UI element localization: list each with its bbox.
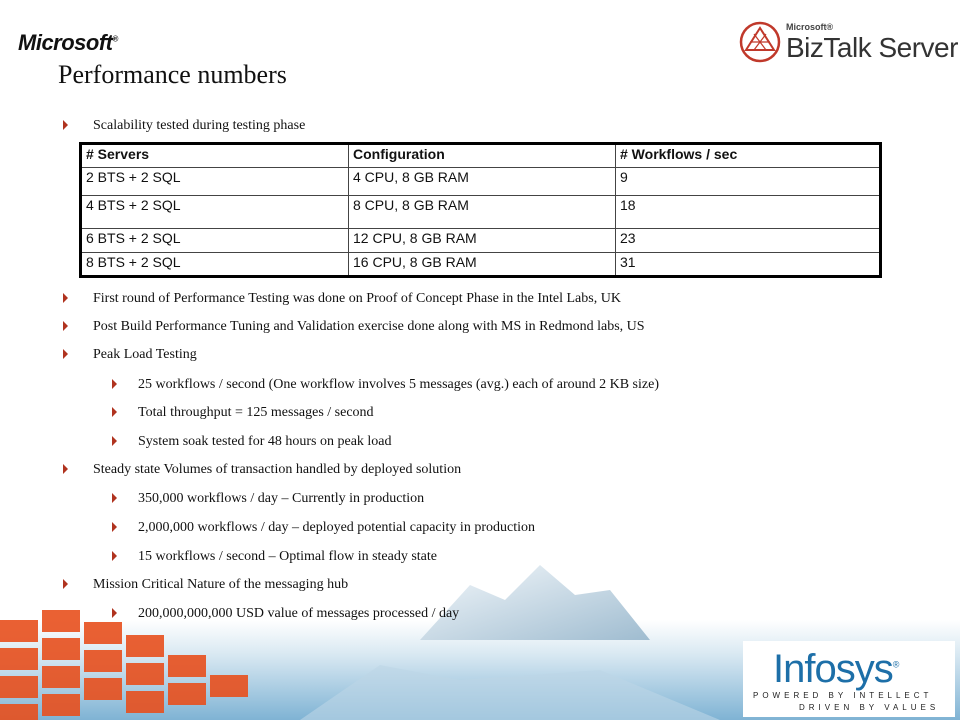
cell-servers: 4 BTS + 2 SQL [81,195,349,229]
biztalk-name: BizTalk Server [786,32,958,63]
bullet-arrow-icon [112,379,117,389]
cell-workflows: 9 [616,168,881,195]
biztalk-logo [738,18,958,70]
microsoft-logo: Microsoft® [18,30,118,55]
bullet-arrow-icon [63,321,68,331]
bullet-arrow-icon [63,349,68,359]
biztalk-microsoft-label: Microsoft® [786,22,834,32]
bullet-arrow-icon [63,464,68,474]
bullet-arrow-icon [112,436,117,446]
bullet-text: 15 workflows / second – Optimal flow in steady state [138,549,438,564]
page-title: Performance numbers [58,60,287,89]
bullet-arrow-icon [112,551,117,561]
performance-table [79,142,882,278]
cell-configuration: 8 CPU, 8 GB RAM [349,195,616,229]
bullet-text: Peak Load Testing [93,347,197,362]
bullet-arrow-icon [63,120,68,130]
bullet-arrow-icon [63,293,68,303]
infosys-tagline-2: DRIVEN BY VALUES [799,703,940,712]
bullet-text: Post Build Performance Tuning and Validation exercise done along with MS in Redmond labs, US [93,319,645,334]
bullet-text: Steady state Volumes of transaction handled by deployed solution [93,462,462,477]
infosys-logo [743,641,955,717]
bullet-text: Total throughput = 125 messages / second [138,405,374,420]
bullet-text: First round of Performance Testing was done on Proof of Concept Phase in the Intel Labs, UK [93,291,621,306]
microsoft-logo-text: Microsoft [18,30,113,55]
cell-configuration: 4 CPU, 8 GB RAM [349,168,616,195]
bullet-arrow-icon [112,407,117,417]
header-workflows: # Workflows / sec [616,144,881,168]
bullet-text: 2,000,000 workflows / day – deployed potential capacity in production [138,520,535,535]
table-row [81,168,881,195]
cell-workflows: 18 [616,195,881,229]
bullet-text: System soak tested for 48 hours on peak load [138,434,392,449]
cell-servers: 8 BTS + 2 SQL [81,252,349,276]
bullet-text: 200,000,000,000 USD value of messages processed / day [138,606,460,621]
infosys-tagline-1: POWERED BY INTELLECT [753,691,933,700]
cell-servers: 2 BTS + 2 SQL [81,168,349,195]
bullet-text: Scalability tested during testing phase [93,118,306,133]
bullet-arrow-icon [112,608,117,618]
bullet-text: Mission Critical Nature of the messaging hub [93,577,349,592]
table-header-row [81,144,881,168]
header-configuration: Configuration [349,144,616,168]
header-servers: # Servers [81,144,349,168]
infosys-name-text: Infosys [773,647,893,691]
infosys-name: Infosys® [773,647,899,691]
cell-workflows: 31 [616,252,881,276]
bullet-text: 350,000 workflows / day – Currently in production [138,491,425,506]
cell-workflows: 23 [616,229,881,252]
cell-servers: 6 BTS + 2 SQL [81,229,349,252]
table-row [81,252,881,276]
cell-configuration: 12 CPU, 8 GB RAM [349,229,616,252]
bullet-arrow-icon [63,579,68,589]
biztalk-icon [738,20,782,64]
table-row [81,195,881,229]
table-row [81,229,881,252]
bullet-text: 25 workflows / second (One workflow involves 5 messages (avg.) each of around 2 KB size) [138,377,659,392]
cell-configuration: 16 CPU, 8 GB RAM [349,252,616,276]
bullet-arrow-icon [112,493,117,503]
bullet-arrow-icon [112,522,117,532]
